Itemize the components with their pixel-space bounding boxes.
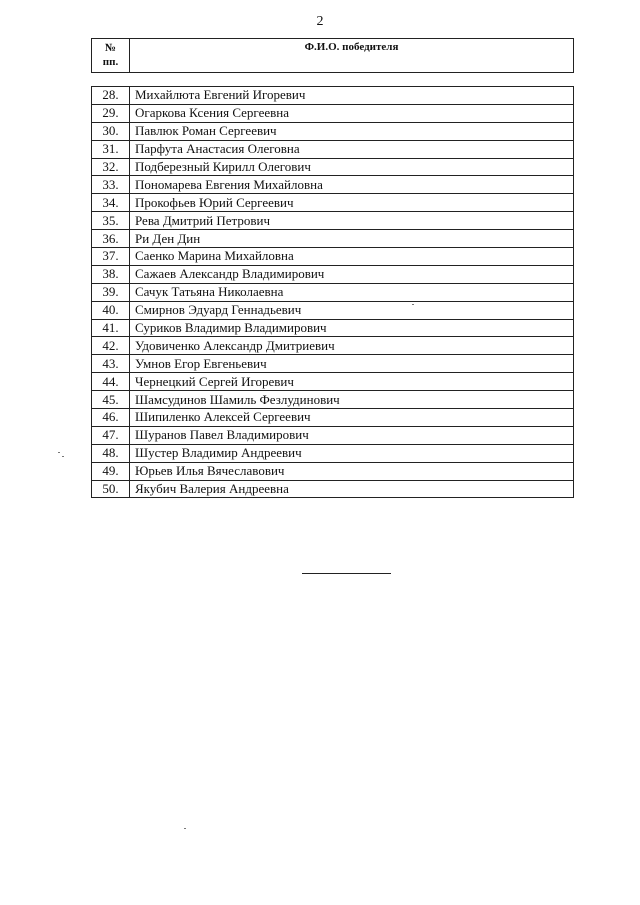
table-row	[92, 337, 574, 355]
table-row	[92, 194, 574, 212]
winner-name: Подберезный Кирилл Олегович	[130, 158, 574, 176]
winner-name: Рева Дмитрий Петрович	[130, 212, 574, 230]
winner-name: Юрьев Илья Вячеславович	[130, 462, 574, 480]
winner-name: Шуранов Павел Владимирович	[130, 426, 574, 444]
winner-name: Павлюк Роман Сергеевич	[130, 122, 574, 140]
table-row	[92, 391, 574, 409]
row-number: 42.	[92, 337, 130, 355]
winner-name: Якубич Валерия Андреевна	[130, 480, 574, 498]
row-number: 39.	[92, 283, 130, 301]
row-number: 30.	[92, 122, 130, 140]
row-number: 46.	[92, 409, 130, 427]
winner-name: Шипиленко Алексей Сергеевич	[130, 409, 574, 427]
column-header-number	[92, 39, 130, 73]
row-number: 45.	[92, 391, 130, 409]
winner-name: Сажаев Александр Владимирович	[130, 265, 574, 283]
table-row	[92, 426, 574, 444]
table-row	[92, 301, 574, 319]
table-row	[92, 140, 574, 158]
table-header	[91, 38, 574, 73]
winner-name: Парфута Анастасия Олеговна	[130, 140, 574, 158]
row-number: 40.	[92, 301, 130, 319]
column-header-number-line2: пп.	[102, 56, 119, 68]
table-row	[92, 444, 574, 462]
table-row	[92, 248, 574, 266]
scan-speck	[412, 304, 414, 305]
row-number: 47.	[92, 426, 130, 444]
winner-name: Пономарева Евгения Михайловна	[130, 176, 574, 194]
table-row	[92, 319, 574, 337]
row-number: 29.	[92, 104, 130, 122]
table-row	[92, 355, 574, 373]
winner-name: Шустер Владимир Андреевич	[130, 444, 574, 462]
winner-name: Умнов Егор Евгеньевич	[130, 355, 574, 373]
table-row	[92, 176, 574, 194]
table-row	[92, 480, 574, 498]
row-number: 36.	[92, 230, 130, 248]
winner-name: Чернецкий Сергей Игоревич	[130, 373, 574, 391]
table-row	[92, 283, 574, 301]
table-row	[92, 104, 574, 122]
row-number: 32.	[92, 158, 130, 176]
table-row	[92, 212, 574, 230]
column-header-name: Ф.И.О. победителя	[130, 39, 574, 73]
table-row	[92, 122, 574, 140]
row-number: 35.	[92, 212, 130, 230]
winner-name: Прокофьев Юрий Сергеевич	[130, 194, 574, 212]
table-row	[92, 462, 574, 480]
row-number: 31.	[92, 140, 130, 158]
winner-name: Ри Ден Дин	[130, 230, 574, 248]
table-row	[92, 158, 574, 176]
row-number: 33.	[92, 176, 130, 194]
table-row	[92, 87, 574, 105]
row-number: 49.	[92, 462, 130, 480]
winner-name: Саенко Марина Михайловна	[130, 248, 574, 266]
row-number: 43.	[92, 355, 130, 373]
row-number: 37.	[92, 248, 130, 266]
winner-name: Суриков Владимир Владимирович	[130, 319, 574, 337]
winner-name: Шамсудинов Шамиль Фезлудинович	[130, 391, 574, 409]
table-row	[92, 373, 574, 391]
table-row	[92, 230, 574, 248]
winner-name: Сачук Татьяна Николаевна	[130, 283, 574, 301]
winner-name: Смирнов Эдуард Геннадьевич	[130, 301, 574, 319]
row-number: 41.	[92, 319, 130, 337]
page-number: 2	[316, 14, 324, 29]
winner-name: Огаркова Ксения Сергеевна	[130, 104, 574, 122]
row-number: 48.	[92, 444, 130, 462]
row-number: 38.	[92, 265, 130, 283]
winners-table	[91, 86, 574, 498]
column-header-number-line1: №	[104, 42, 117, 54]
table-row	[92, 409, 574, 427]
row-number: 28.	[92, 87, 130, 105]
row-number: 34.	[92, 194, 130, 212]
row-number: 44.	[92, 373, 130, 391]
winner-name: Михайлюта Евгений Игоревич	[130, 87, 574, 105]
scan-speck	[184, 828, 186, 829]
winner-name: Удовиченко Александр Дмитриевич	[130, 337, 574, 355]
end-of-list-line	[302, 573, 391, 574]
scan-speck	[62, 456, 64, 457]
row-number: 50.	[92, 480, 130, 498]
table-row	[92, 265, 574, 283]
scan-speck	[58, 452, 60, 453]
